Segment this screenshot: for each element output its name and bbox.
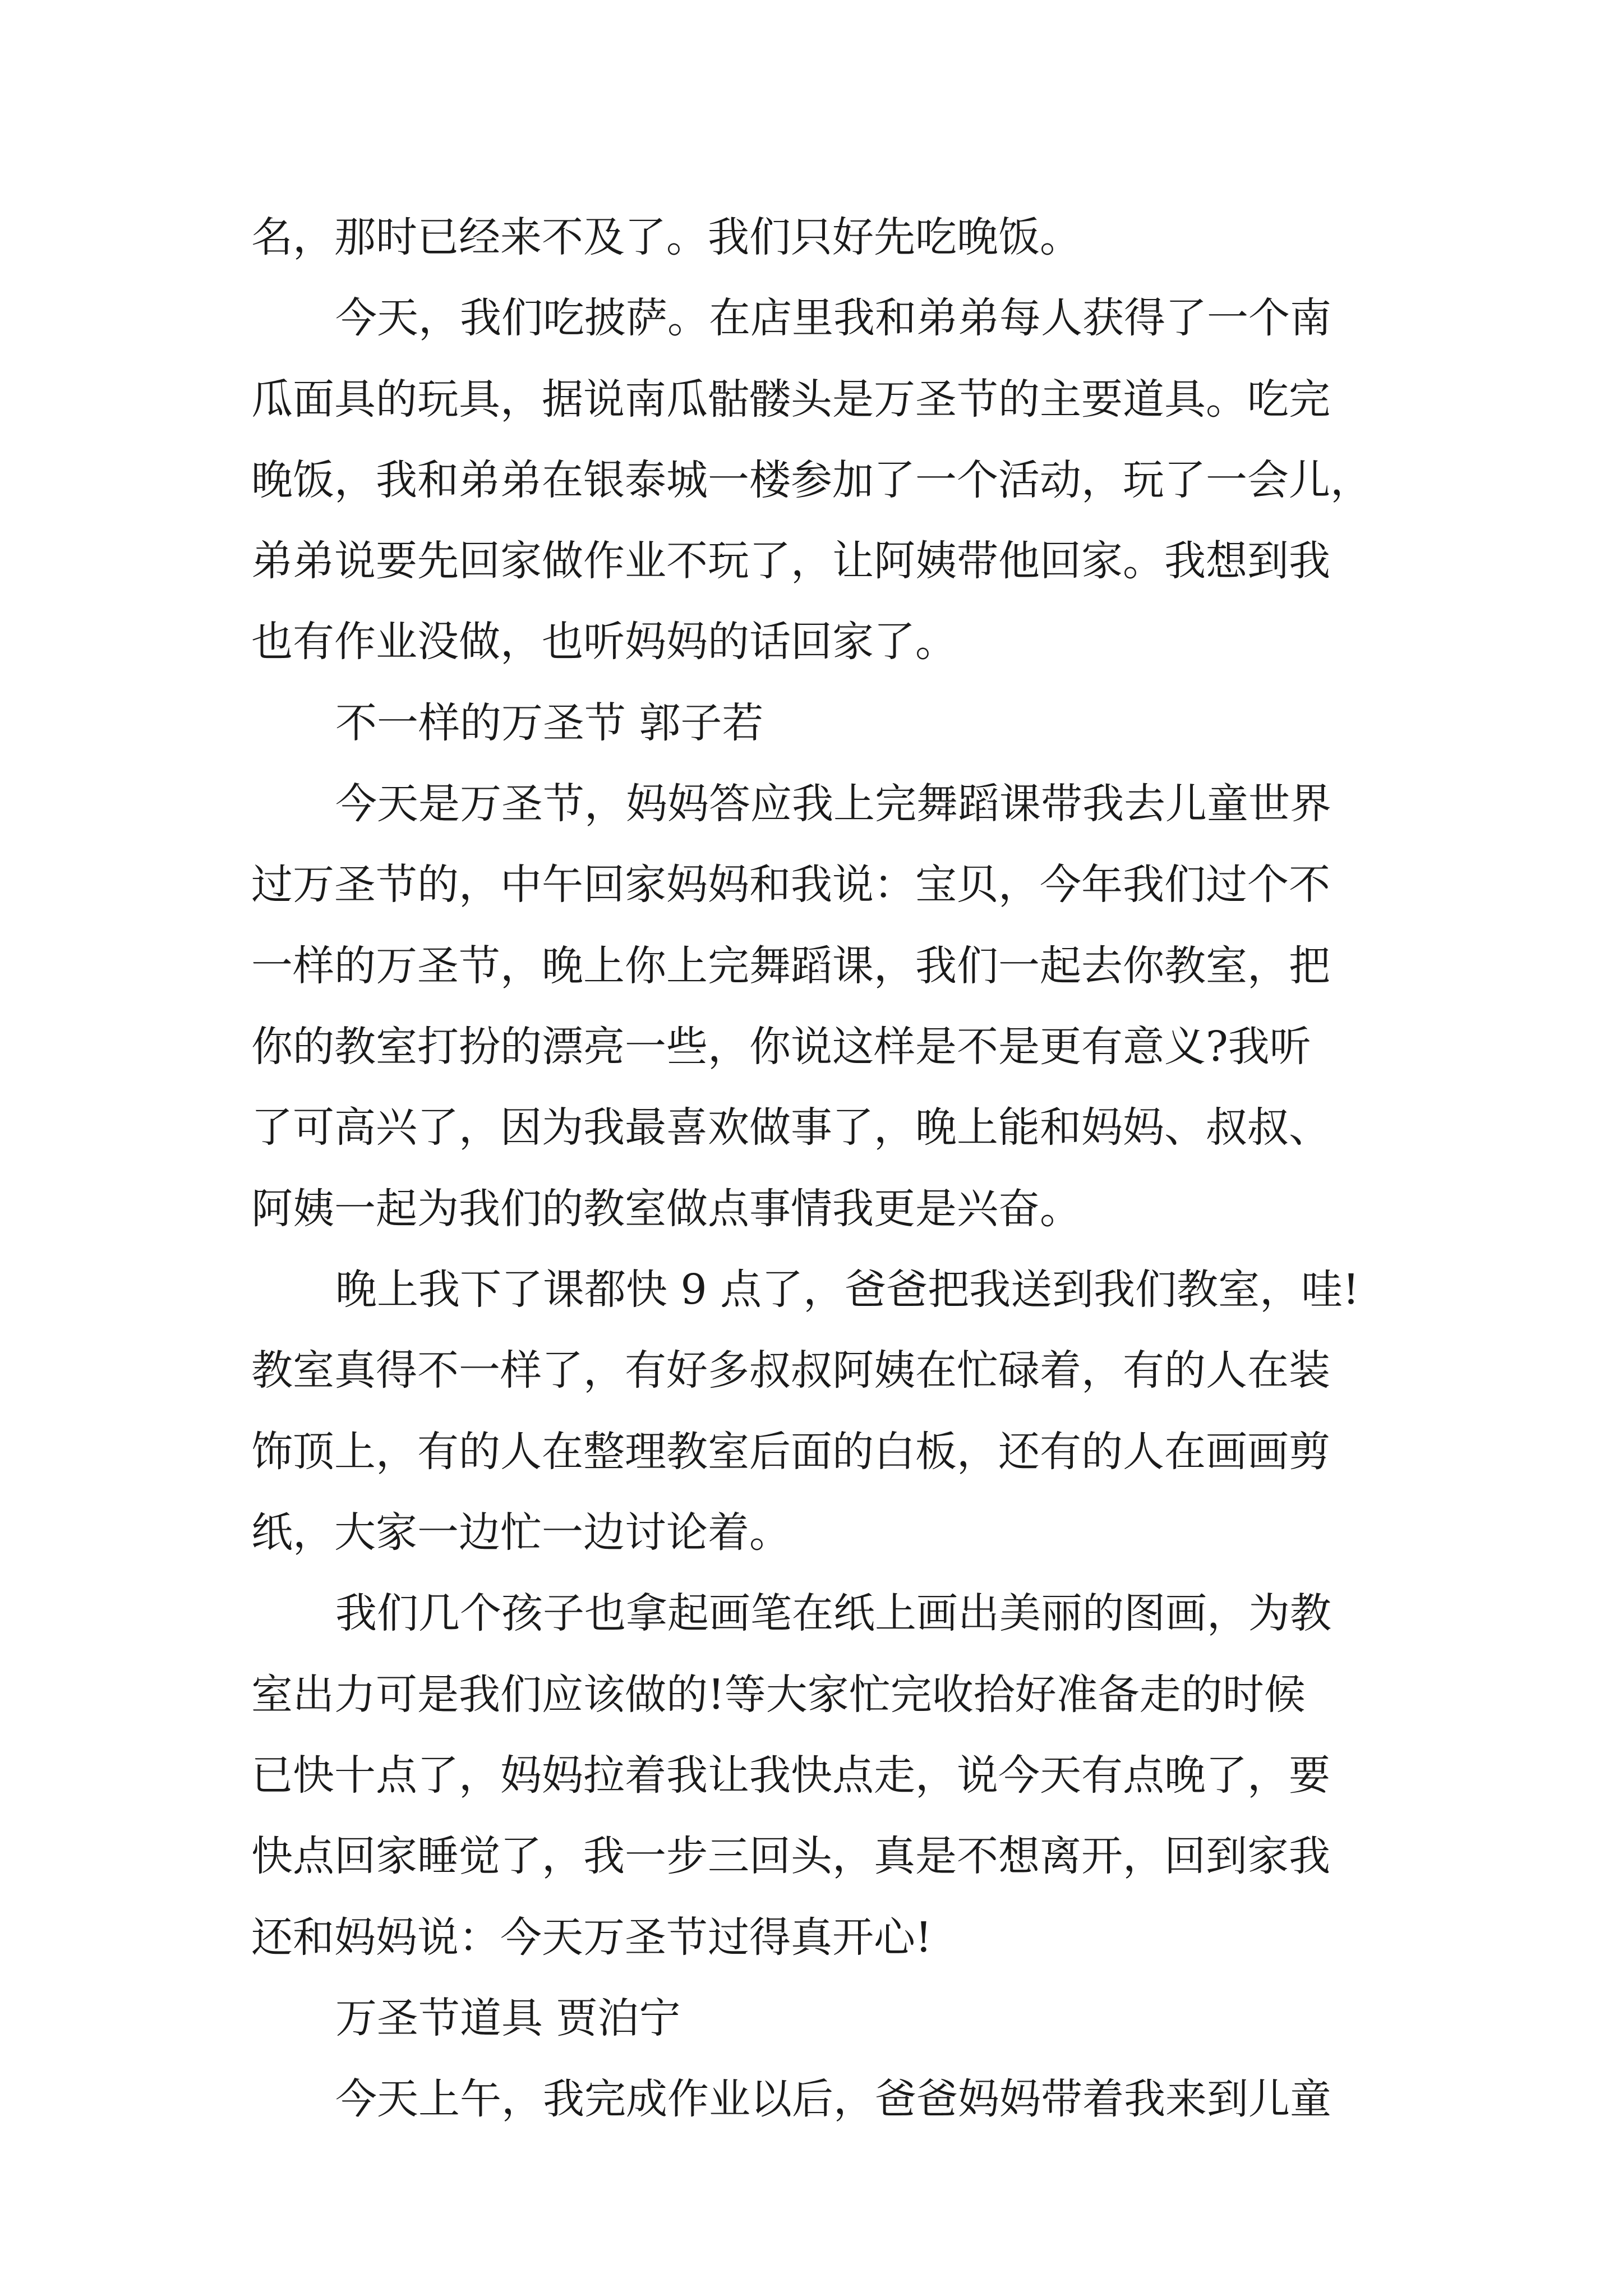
text-line: 瓜面具的玩具，据说南瓜骷髅头是万圣节的主要道具。吃完	[251, 375, 1330, 424]
text-line: 饰顶上，有的人在整理教室后面的白板，还有的人在画画剪	[251, 1428, 1330, 1476]
text-line: 了可高兴了，因为我最喜欢做事了，晚上能和妈妈、叔叔、	[251, 1103, 1330, 1152]
text-line: 教室真得不一样了，有好多叔叔阿姨在忙碌着，有的人在装	[251, 1346, 1330, 1395]
text-line: 一样的万圣节，晚上你上完舞蹈课，我们一起去你教室，把	[251, 942, 1330, 990]
text-line: 阿姨一起为我们的教室做点事情我更是兴奋。	[251, 1185, 1081, 1233]
text-line: 纸，大家一边忙一边讨论着。	[251, 1508, 791, 1557]
paragraph-start: 晚上我下了课都快 9 点了，爸爸把我送到我们教室，哇!	[335, 1266, 1359, 1314]
paragraph-start: 我们几个孩子也拿起画笔在纸上画出美丽的图画，为教	[335, 1589, 1331, 1637]
section-heading: 万圣节道具 贾泊宁	[335, 1994, 681, 2042]
text-line: 也有作业没做，也听妈妈的话回家了。	[251, 618, 957, 666]
paragraph-start: 今天，我们吃披萨。在店里我和弟弟每人获得了一个南	[335, 294, 1331, 342]
text-line: 你的教室打扮的漂亮一些，你说这样是不是更有意义?我听	[251, 1023, 1311, 1071]
text-line: 弟弟说要先回家做作业不玩了，让阿姨带他回家。我想到我	[251, 537, 1330, 585]
text-line: 过万圣节的，中午回家妈妈和我说：宝贝，今年我们过个不	[251, 861, 1330, 909]
paragraph-start: 今天上午，我完成作业以后，爸爸妈妈带着我来到儿童	[335, 2075, 1331, 2123]
paragraph-start: 今天是万圣节，妈妈答应我上完舞蹈课带我去儿童世界	[335, 780, 1331, 828]
text-line: 室出力可是我们应该做的!等大家忙完收拾好准备走的时候	[251, 1671, 1306, 1719]
text-line: 已快十点了，妈妈拉着我让我快点走，说今天有点晚了，要	[251, 1751, 1330, 1800]
text-line: 名，那时已经来不及了。我们只好先吃晚饭。	[251, 213, 1081, 261]
text-line: 快点回家睡觉了，我一步三回头，真是不想离开，回到家我	[251, 1832, 1330, 1880]
text-line: 晚饭，我和弟弟在银泰城一楼参加了一个活动，玩了一会儿，	[251, 456, 1372, 504]
text-line: 还和妈妈说：今天万圣节过得真开心!	[251, 1913, 932, 1962]
section-heading: 不一样的万圣节 郭子若	[335, 699, 764, 747]
